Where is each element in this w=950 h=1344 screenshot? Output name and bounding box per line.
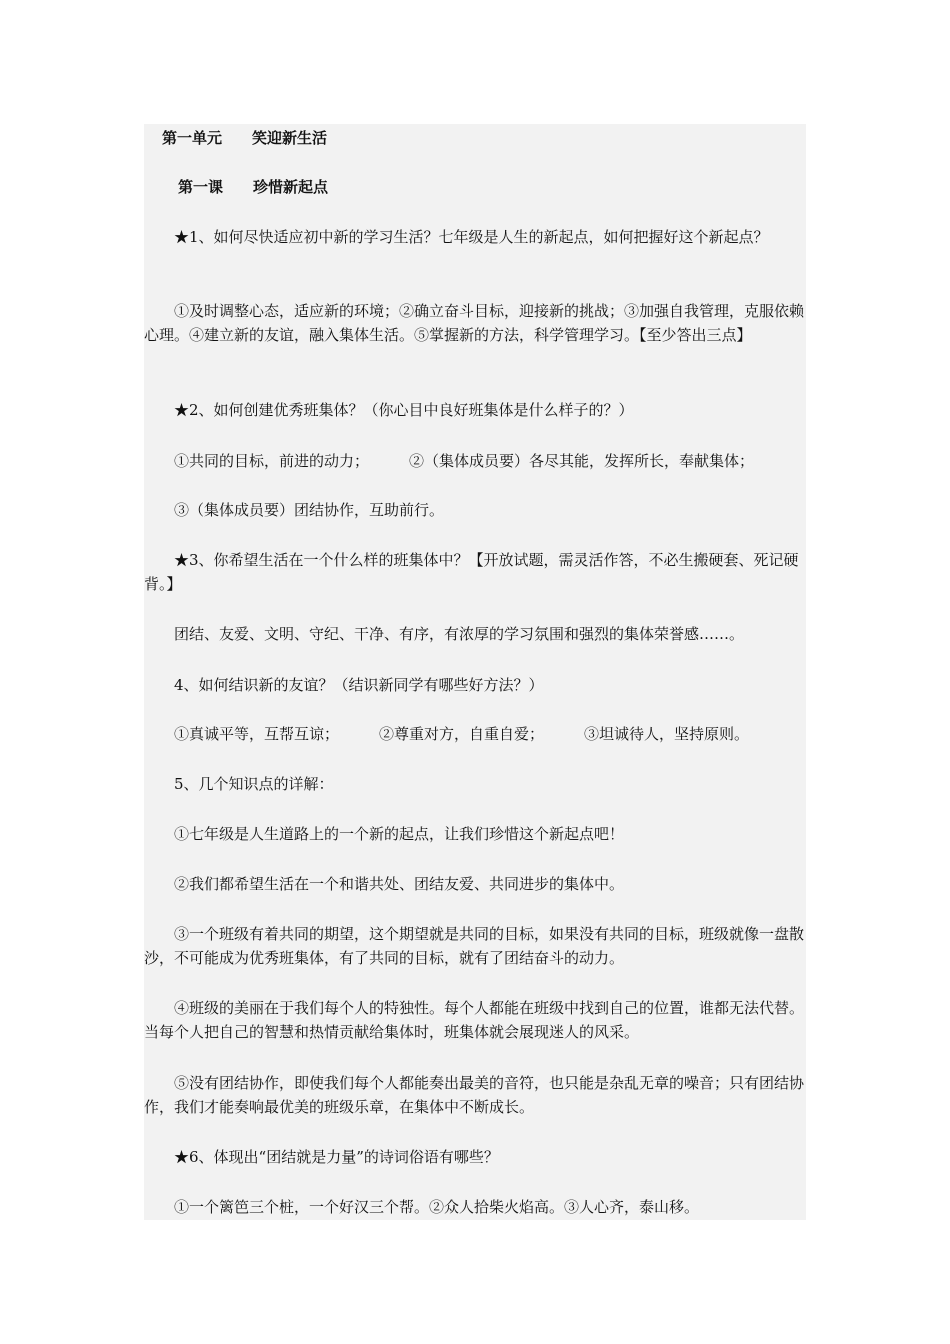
content-panel [144, 124, 806, 1220]
q4-answer-b: ②尊重对方，自重自爱； [379, 725, 545, 743]
lesson-heading [178, 175, 578, 199]
q1-question: ★1、如何尽快适应初中新的学习生活？七年级是人生的新起点，如何把握好这个新起点？ [174, 228, 769, 246]
q4-answer-a: ①真诚平等，互帮互谅； [174, 725, 340, 743]
q2-answer-line1 [144, 449, 806, 473]
q6-answer: ①一个篱笆三个桩，一个好汉三个帮。②众人拾柴火焰高。③人心齐，泰山移。 [174, 1198, 700, 1216]
q2-answer-c: ③（集体成员要）团结协作，互助前行。 [174, 501, 445, 519]
q2-answer-a: ①共同的目标，前进的动力； [174, 452, 370, 470]
q5-question: 5、几个知识点的详解： [174, 775, 334, 793]
q5-point1: ①七年级是人生道路上的一个新的起点，让我们珍惜这个新起点吧！ [174, 825, 625, 843]
q1-answer: ①及时调整心态，适应新的环境；②确立奋斗目标，迎接新的挑战；③加强自我管理，克服依赖心理。④建立新的友谊，融入集体生活。⑤掌握新的方法，科学管理学习。【至少答出三点】 [144, 302, 805, 344]
unit-label: 第一单元 [162, 129, 223, 147]
q3-answer: 团结、友爱、文明、守纪、干净、有序，有浓厚的学习氛围和强烈的集体荣誉感……。 [174, 625, 745, 643]
unit-heading [162, 126, 562, 150]
q5-point4: ④班级的美丽在于我们每个人的特独性。每个人都能在班级中找到自己的位置，谁都无法代替。当每个人把自己的智慧和热情贡献给集体时，班集体就会展现迷人的风采。 [144, 999, 805, 1041]
q2-question: ★2、如何创建优秀班集体？（你心目中良好班集体是什么样子的？） [174, 401, 634, 419]
q6-question: ★6、体现出“团结就是力量”的诗词俗语有哪些？ [174, 1148, 499, 1166]
q2-answer-b: ②（集体成员要）各尽其能，发挥所长，奉献集体； [409, 452, 755, 470]
q4-answer-c: ③坦诚待人，坚持原则。 [584, 725, 750, 743]
q5-point5: ⑤没有团结协作，即使我们每个人都能奏出最美的音符，也只能是杂乱无章的噪音；只有团结协作，我们才能奏响最优美的班级乐章，在集体中不断成长。 [144, 1074, 805, 1116]
q4-answer-line [144, 722, 806, 746]
q5-point3: ③一个班级有着共同的期望，这个期望就是共同的目标，如果没有共同的目标，班级就像一盘散沙，不可能成为优秀班集体，有了共同的目标，就有了团结奋斗的动力。 [144, 925, 805, 967]
q5-point2: ②我们都希望生活在一个和谐共处、团结友爱、共同进步的集体中。 [174, 875, 625, 893]
lesson-title: 珍惜新起点 [253, 178, 329, 196]
unit-title: 笑迎新生活 [252, 129, 328, 147]
q4-question: 4、如何结识新的友谊？（结识新同学有哪些好方法？） [174, 676, 544, 694]
q3-question: ★3、你希望生活在一个什么样的班集体中？【开放试题，需灵活作答，不必生搬硬套、死记硬背。】 [144, 551, 799, 593]
lesson-label: 第一课 [178, 178, 224, 196]
